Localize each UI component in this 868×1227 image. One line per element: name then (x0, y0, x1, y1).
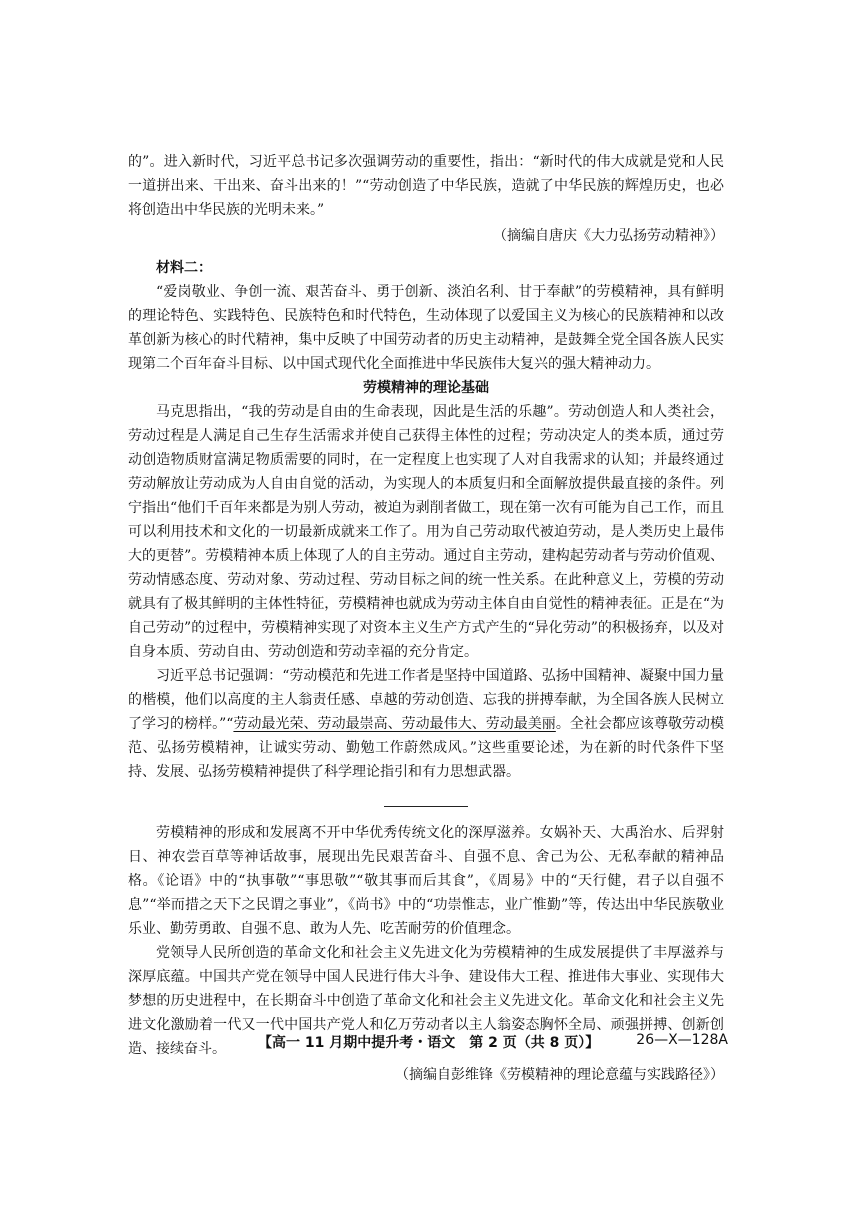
underlined-quote: 劳动最光荣、劳动最崇高、劳动最伟大、劳动最美丽 (233, 716, 556, 732)
paragraph-traditional-culture: 劳模精神的形成和发展离不开中华优秀传统文化的深厚滋养。女娲补天、大禹治水、后羿射日、神农尝百草等神话故事，展现出先民艰苦奋斗、自强不息、舍己为公、无私奉献的精神品格。《论语》中的“执事敬”“事思敬”“敬其事而后其食”，《周易》中的“天行健，君子以自强不息”“举而措之天下之民谓之事业”，《尚书》中的“功崇惟志，业广惟勤”等，传达出中华民族敬业乐业、勤劳勇敢、自强不息、敢为人先、吃苦耐劳的价值理念。 (128, 825, 724, 937)
page-footer (258, 1032, 728, 1052)
section-title: 劳模精神的理论基础 (363, 380, 489, 396)
paragraph-revolutionary-culture: 党领导人民所创造的革命文化和社会主义先进文化为劳模精神的生成发展提供了丰厚滋养与深厚底蕴。中国共产党在领导中国人民进行伟大斗争、建设伟大工程、推进伟大事业、实现伟大梦想的历史进程中，在长期奋斗中创造了革命文化和社会主义先进文化。革命文化和社会主义先进文化激励着一代又一代中国共产党人和亿万劳动者以主人翁姿态胸怀全局、顽强拼搏、创新创造、接续奋斗。 (128, 945, 724, 1057)
paragraph-labor-model-spirit: “爱岗敬业、争创一流、艰苦奋斗、勇于创新、淡泊名利、甘于奉献”的劳模精神，具有鲜明的理论特色、实践特色、民族特色和时代特色，生动体现了以爱国主义为核心的民族精神和以改革创新为核心的时代精神，集中反映了中国劳动者的历史主动精神，是鼓舞全党全国各族人民实现第二个百年奋斗目标、以中国式现代化全面推进中华民族伟大复兴的强大精神动力。 (128, 284, 724, 372)
footer-page-label: 【高一 11 月期中提升考・语文 第 2 页（共 8 页）】 (258, 1035, 600, 1051)
material-two-label: 材料二： (156, 260, 212, 276)
paragraph-marx: 马克思指出，“我的劳动是自由的生命表现，因此是生活的乐趣”。劳动创造人和人类社会，劳动过程是人满足自己生存生活需求并使自己获得主体性的过程；劳动决定人的类本质，通过劳动创造物质财富满足物质需要的同时，在一定程度上也实现了人对自我需求的认知；并最终通过劳动解放让劳动成为人自由自觉的活动，为实现人的本质复归和全面解放提供最直接的条件。列宁指出“他们千百年来都是为别人劳动，被迫为剥削者做工，现在第一次有可能为自己工作，而且可以利用技术和文化的一切最新成就来工作了。用为自己劳动取代被迫劳动，是人类历史上最伟大的更替”。劳模精神本质上体现了人的自主劳动。通过自主劳动，建构起劳动者与劳动价值观、劳动情感态度、劳动对象、劳动过程、劳动目标之间的统一性关系。在此种意义上，劳模的劳动就具有了极其鲜明的主体性特征，劳模精神也就成为劳动主体自由自觉性的精神表征。正是在“为自己劳动”的过程中，劳模精神实现了对资本主义生产方式产生的“异化劳动”的积极扬弃，以及对自身本质、劳动自由、劳动创造和劳动幸福的充分肯定。 (128, 404, 724, 660)
paragraph-xi-quote (128, 664, 724, 784)
section-divider (384, 806, 468, 807)
footer-exam-code: 26—X—128A (636, 1032, 728, 1048)
xi-quote-text-after: 。全社会都应该尊敬劳动模范、弘扬劳模精神，让诚实劳动、勤勉工作蔚然成风。”这些重要论述，为在新的时代条件下坚持、发展、弘扬劳模精神提供了科学理论指引和有力思想武器。 (128, 716, 725, 780)
page-content (128, 150, 724, 1095)
citation-tang-qing: （摘编自唐庆《大力弘扬劳动精神》） (493, 228, 724, 244)
xi-quote-text-before: 习近平总书记强调：“劳动模范和先进工作者是坚持中国道路、弘扬中国精神、凝聚中国力量的楷模，他们以高度的主人翁责任感、卓越的劳动创造、忘我的拼搏奉献，为全国各族人民树立了学习的榜样。”“ (128, 668, 724, 732)
paragraph-continuation: 的”。进入新时代，习近平总书记多次强调劳动的重要性，指出：“新时代的伟大成就是党和人民一道拼出来、干出来、奋斗出来的！”“劳动创造了中华民族，造就了中华民族的辉煌历史，也必将创造出中华民族的光明未来。” (128, 154, 724, 218)
citation-peng-weifeng: （摘编自彭维锋《劳模精神的理论意蕴与实践路径》） (395, 1067, 724, 1083)
